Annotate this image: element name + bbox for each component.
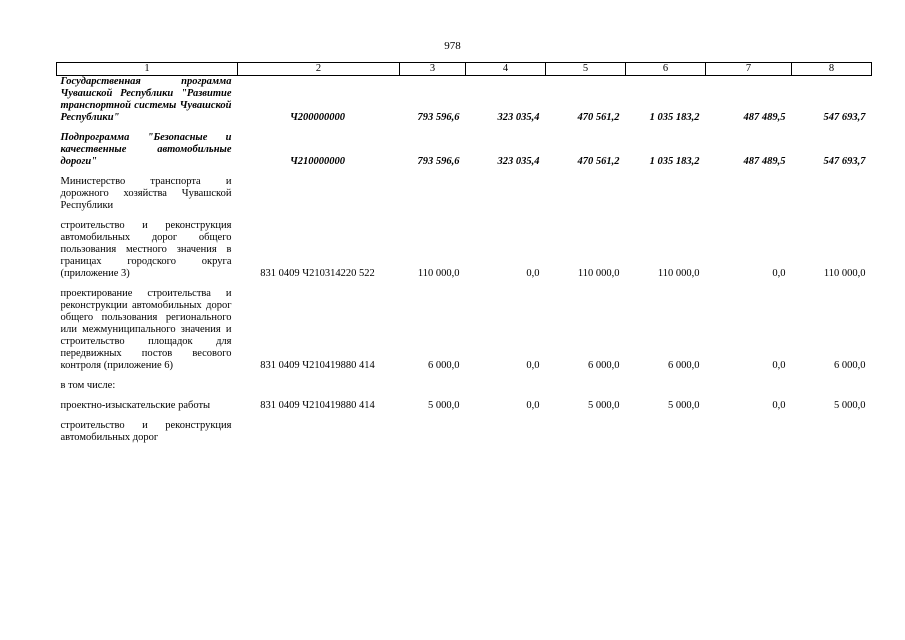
row-value: 6 000,0 (834, 360, 866, 371)
row-value: 547 693,7 (823, 112, 866, 123)
row-value (466, 176, 546, 220)
page-number: 978 (444, 40, 461, 52)
row-value: 0,0 (772, 400, 786, 411)
row-value: 470 561,2 (577, 112, 620, 123)
row-value: 793 596,6 (417, 156, 460, 167)
row-code: 831 0409 Ч210314220 522 (260, 268, 375, 279)
row-name: Государственная программа Чувашской Республики "Развитие транспортной системы Чувашской Республики" (60, 76, 232, 123)
row-value (400, 176, 466, 220)
column-header: 7 (706, 63, 792, 76)
row-value (626, 176, 706, 220)
row-code: Ч210000000 (289, 156, 346, 167)
row-value (792, 380, 872, 400)
row-value: 793 596,6 (417, 112, 460, 123)
row-value (706, 420, 792, 444)
row-value: 5 000,0 (588, 400, 620, 411)
row-value: 0,0 (526, 360, 540, 371)
row-value: 0,0 (526, 400, 540, 411)
row-name: строительство и реконструкция автомобильных дорог общего пользования местного значения в границах городского округа (приложение 3) (60, 220, 232, 279)
column-header: 1 (57, 63, 238, 76)
row-name: строительство и реконструкция автомобильных дорог (60, 420, 232, 443)
table-row (57, 176, 872, 220)
row-value: 1 035 183,2 (649, 112, 700, 123)
row-value: 470 561,2 (577, 156, 620, 167)
row-name: Подпрограмма "Безопасные и качественные автомобильные дороги" (60, 132, 232, 167)
row-value (792, 176, 872, 220)
row-value: 5 000,0 (428, 400, 460, 411)
row-name: проектно-изыскательские работы (60, 400, 211, 411)
table-row (57, 400, 872, 420)
table-row (57, 132, 872, 176)
row-value: 6 000,0 (428, 360, 460, 371)
column-header: 4 (466, 63, 546, 76)
row-value: 0,0 (772, 268, 786, 279)
row-name: в том числе: (60, 380, 116, 391)
row-name: проектирование строительства и реконструкции автомобильных дорог общего пользования регионального или межмуниципального значения и строительство площадок для передвижных постов весового контроля (приложение 6) (60, 288, 232, 371)
row-value (546, 420, 626, 444)
row-code (238, 420, 400, 444)
row-value (546, 380, 626, 400)
column-header: 5 (546, 63, 626, 76)
row-value (546, 176, 626, 220)
row-code: Ч200000000 (289, 112, 346, 123)
row-value (706, 380, 792, 400)
budget-table (56, 62, 872, 444)
column-header: 6 (626, 63, 706, 76)
row-value: 110 000,0 (417, 268, 460, 279)
row-value (792, 420, 872, 444)
table-row (57, 420, 872, 444)
row-value: 110 000,0 (577, 268, 620, 279)
table-row (57, 76, 872, 133)
column-header: 3 (400, 63, 466, 76)
row-value: 6 000,0 (668, 360, 700, 371)
row-value (626, 420, 706, 444)
row-value (706, 176, 792, 220)
column-header: 2 (238, 63, 400, 76)
table-row (57, 288, 872, 380)
row-value (400, 420, 466, 444)
row-value: 0,0 (526, 268, 540, 279)
row-value: 5 000,0 (668, 400, 700, 411)
row-value: 0,0 (772, 360, 786, 371)
table-row (57, 380, 872, 400)
row-value (400, 380, 466, 400)
row-value: 487 489,5 (743, 156, 786, 167)
column-header: 8 (792, 63, 872, 76)
row-value (626, 380, 706, 400)
row-value: 5 000,0 (834, 400, 866, 411)
row-value: 110 000,0 (657, 268, 700, 279)
row-value (466, 380, 546, 400)
row-value: 547 693,7 (823, 156, 866, 167)
table-row (57, 220, 872, 288)
column-number-row (57, 63, 872, 76)
row-value (466, 420, 546, 444)
row-value: 323 035,4 (497, 112, 540, 123)
row-value: 323 035,4 (497, 156, 540, 167)
row-code (238, 176, 400, 220)
row-code: 831 0409 Ч210419880 414 (260, 360, 375, 371)
row-value: 6 000,0 (588, 360, 620, 371)
row-value: 1 035 183,2 (649, 156, 700, 167)
row-code: 831 0409 Ч210419880 414 (260, 400, 375, 411)
row-value: 487 489,5 (743, 112, 786, 123)
row-value: 110 000,0 (823, 268, 866, 279)
row-name: Министерство транспорта и дорожного хозяйства Чувашской Республики (60, 176, 232, 211)
row-code (238, 380, 400, 400)
